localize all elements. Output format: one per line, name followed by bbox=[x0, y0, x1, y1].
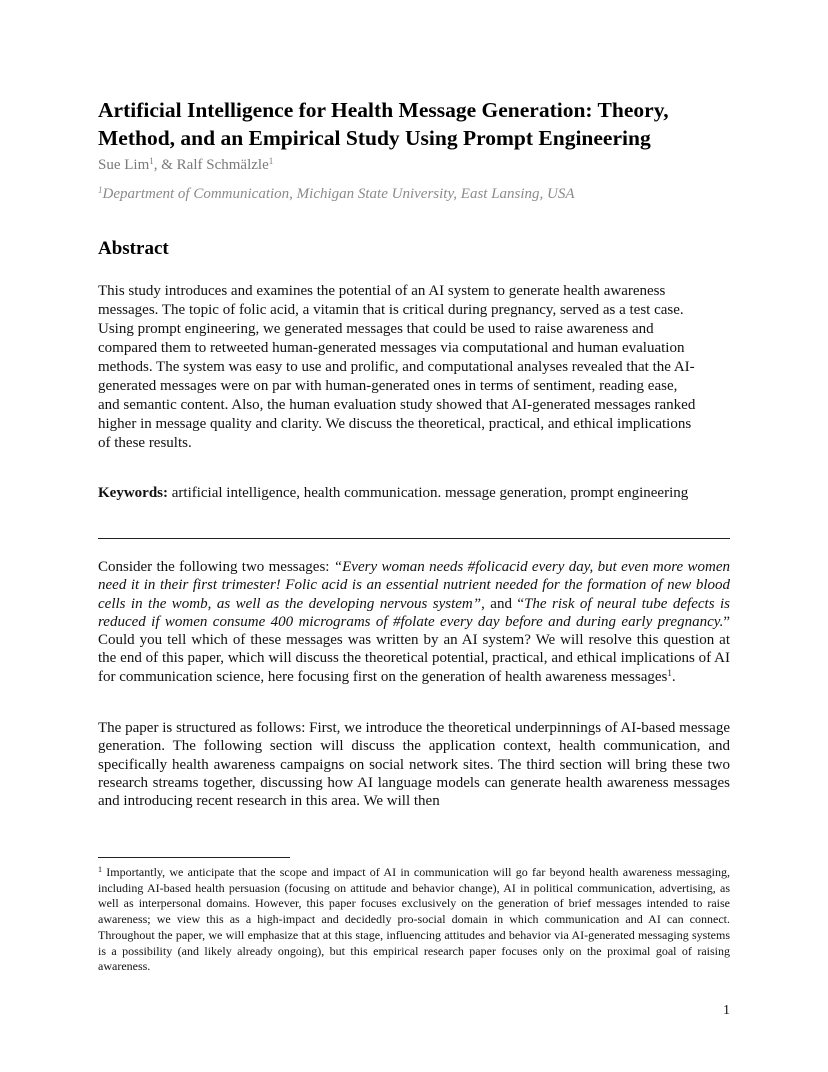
paragraph-intro: Consider the following two messages: bbox=[98, 559, 334, 575]
affiliation-text: Department of Communication, Michigan State University, East Lansing, USA bbox=[102, 186, 575, 202]
author-name: Sue Lim bbox=[98, 157, 150, 173]
body-paragraph: The paper is structured as follows: First, we introduce the theoretical underpinnings of AI-based message generation. The following section will discuss the application context, health communication, and specifically health awareness campaigns on social network sites. The third section will bring these two research streams together, discussing how AI language models can generate health awareness messages and introducing recent research in this area. We will then bbox=[98, 720, 730, 810]
body-paragraph bbox=[98, 558, 730, 686]
author-separator: , & bbox=[153, 157, 177, 173]
footnote bbox=[98, 865, 730, 975]
keywords bbox=[98, 484, 698, 503]
example-message-1: “Every woman needs #folicacid every day, but even more women need it in their first trimester! Folic acid is an essential nutrient needed for the formation of new blood cells in the womb, as well as the developing nervous system” bbox=[98, 559, 731, 612]
author-name: Ralf Schmälzle bbox=[176, 157, 269, 173]
paragraph-text: , and “ bbox=[481, 595, 525, 612]
page-number: 1 bbox=[723, 1003, 730, 1018]
author-affiliation-mark: 1 bbox=[268, 156, 274, 166]
example-message-2: The risk of neural tube defects is reduced if women consume 400 micrograms of #folate every day before and during early pregnancy. bbox=[98, 595, 730, 630]
footnote-mark: 1 bbox=[98, 865, 102, 874]
abstract-heading: Abstract bbox=[98, 238, 169, 259]
paragraph-text: ” Could you tell which of these messages was written by an AI system? We will resolve this question at the end of this paper, which will discuss the theoretical potential, practical, and ethical implications of AI for communication science, here focusing first on the generation of health awareness messages bbox=[98, 613, 730, 685]
affiliation bbox=[98, 186, 575, 203]
keywords-text: artificial intelligence, health communication. message generation, prompt engineering bbox=[168, 485, 689, 501]
abstract-text: This study introduces and examines the potential of an AI system to generate health awareness messages. The topic of folic acid, a vitamin that is critical during pregnancy, served as a test case. Using prompt engineering, we generated messages that could be used to raise awareness and compared them to retweeted human-generated messages via computational and human evaluation methods. The system was easy to use and prolific, and computational analyses revealed that the AI-generated messages were on par with human-generated ones in terms of sentiment, reading ease, and semantic content. Also, the human evaluation study showed that AI-generated messages ranked higher in message quality and clarity. We discuss the theoretical, practical, and ethical implications of these results. bbox=[98, 283, 696, 451]
author-affiliation-mark: 1 bbox=[149, 156, 154, 166]
paper-title: Artificial Intelligence for Health Message Generation: Theory, Method, and an Empirical Study Using Prompt Engineering bbox=[98, 98, 669, 150]
paragraph-end: . bbox=[671, 668, 676, 685]
footnote-reference: 1 bbox=[667, 667, 672, 678]
affiliation-mark: 1 bbox=[98, 185, 103, 195]
section-divider bbox=[98, 538, 730, 539]
keywords-label: Keywords: bbox=[98, 485, 168, 501]
author-list bbox=[98, 157, 273, 174]
footnote-divider bbox=[98, 857, 290, 858]
footnote-text: Importantly, we anticipate that the scope and impact of AI in communication will go far beyond health awareness messaging, including AI-based health persuasion (focusing on attitude and behavior change), AI in political communication, advertising, as well as interpersonal domains. However, this paper focuses exclusively on the generation of brief messages intended to raise awareness; we view this as a high-impact and decidedly pro-social domain in which communication and AI can connect. Throughout the paper, we will emphasize that at this stage, influencing attitudes and behavior via AI-generated messaging systems is a possibility (and likely already ongoing), but this empirical research paper focuses only on the proximal goal of raising awareness. bbox=[98, 865, 730, 974]
